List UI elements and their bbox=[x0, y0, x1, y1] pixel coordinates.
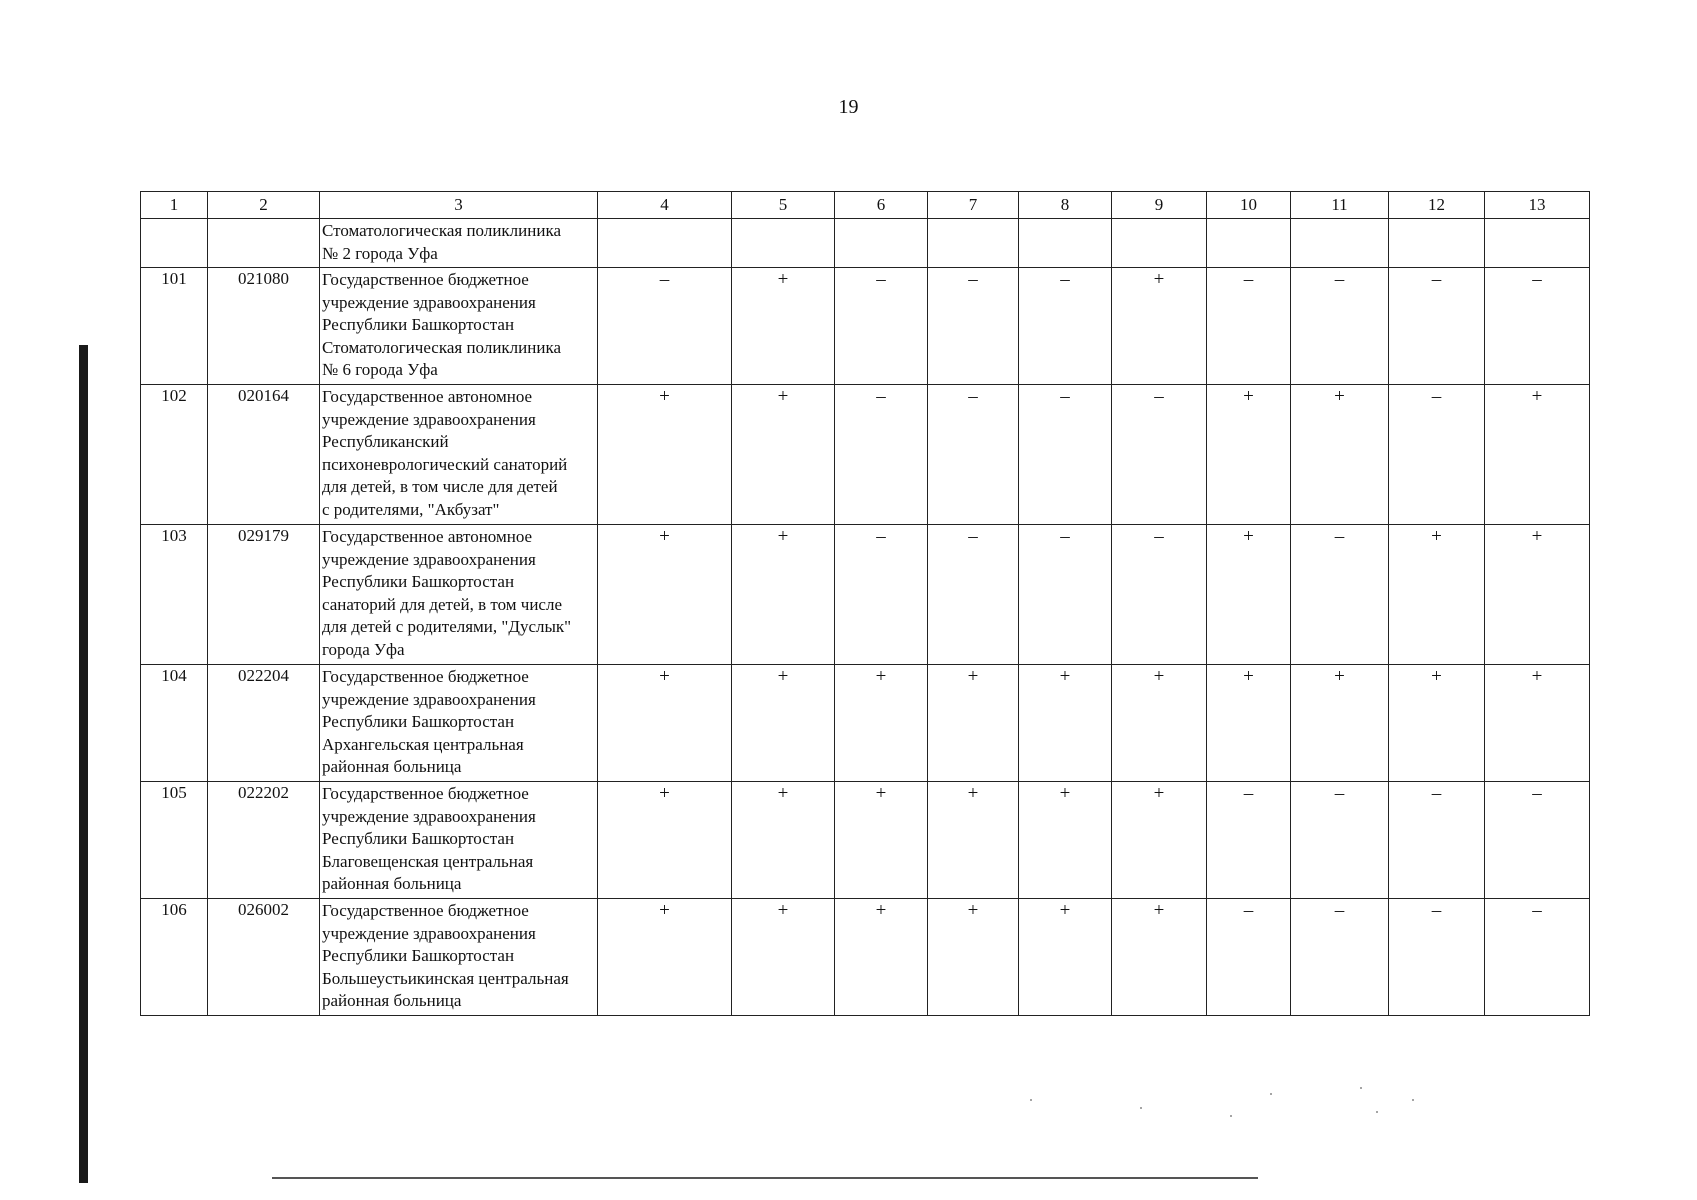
mark-cell: + bbox=[1019, 899, 1112, 1016]
mark-cell bbox=[835, 219, 928, 268]
mark-cell: + bbox=[1291, 665, 1389, 782]
mark-cell: + bbox=[1019, 782, 1112, 899]
mark-cell: – bbox=[1207, 782, 1291, 899]
name-line: Благовещенская центральная bbox=[322, 851, 534, 871]
mark-cell: – bbox=[1389, 385, 1485, 525]
mark-cell bbox=[1291, 219, 1389, 268]
mark-cell: + bbox=[732, 665, 835, 782]
mark-cell: + bbox=[835, 665, 928, 782]
mark-cell bbox=[1485, 219, 1590, 268]
mark-cell: + bbox=[1207, 665, 1291, 782]
name-line: Государственное автономное bbox=[322, 387, 533, 406]
table-row bbox=[141, 665, 1590, 782]
header-cell: 9 bbox=[1112, 192, 1207, 219]
name-line: Республики Башкортостан bbox=[322, 829, 515, 849]
scan-noise bbox=[1020, 1085, 1440, 1125]
name-line: Большеустьикинская центральная bbox=[322, 968, 569, 988]
name-line: Республики Башкортостан bbox=[322, 946, 515, 966]
name-line: Государственное бюджетное bbox=[322, 667, 529, 686]
header-cell: 8 bbox=[1019, 192, 1112, 219]
name-line: Республики Башкортостан bbox=[322, 712, 515, 732]
mark-cell: + bbox=[732, 899, 835, 1016]
name-line: Государственное бюджетное bbox=[322, 270, 529, 289]
header-cell: 10 bbox=[1207, 192, 1291, 219]
row-code-cell: 022204 bbox=[208, 665, 320, 782]
header-cell: 1 bbox=[141, 192, 208, 219]
mark-cell bbox=[732, 219, 835, 268]
scan-edge-bar bbox=[79, 345, 88, 1183]
mark-cell: + bbox=[1112, 268, 1207, 385]
mark-cell: + bbox=[1389, 665, 1485, 782]
row-name-cell bbox=[320, 385, 598, 525]
name-line: учреждение здравоохранения bbox=[322, 409, 536, 429]
mark-cell: – bbox=[928, 525, 1019, 665]
mark-cell: – bbox=[835, 525, 928, 665]
row-code-cell: 022202 bbox=[208, 782, 320, 899]
name-line: санаторий для детей, в том числе bbox=[322, 594, 563, 614]
name-line: с родителями, "Акбузат" bbox=[322, 499, 500, 519]
mark-cell: + bbox=[928, 665, 1019, 782]
mark-cell: + bbox=[1389, 525, 1485, 665]
row-number-cell bbox=[141, 219, 208, 268]
mark-cell: – bbox=[1019, 385, 1112, 525]
row-code-cell: 029179 bbox=[208, 525, 320, 665]
name-line: Республики Башкортостан bbox=[322, 572, 515, 592]
mark-cell: – bbox=[1291, 268, 1389, 385]
mark-cell bbox=[1112, 219, 1207, 268]
name-line: учреждение здравоохранения bbox=[322, 292, 536, 312]
table-row bbox=[141, 385, 1590, 525]
mark-cell: – bbox=[928, 268, 1019, 385]
row-name-cell bbox=[320, 525, 598, 665]
row-number-cell: 105 bbox=[141, 782, 208, 899]
header-cell: 11 bbox=[1291, 192, 1389, 219]
row-name-cell bbox=[320, 899, 598, 1016]
mark-cell: + bbox=[598, 782, 732, 899]
mark-cell: – bbox=[1485, 268, 1590, 385]
mark-cell bbox=[598, 219, 732, 268]
mark-cell: – bbox=[1389, 782, 1485, 899]
name-line: Стоматологическая поликлиника bbox=[322, 337, 561, 357]
header-cell: 6 bbox=[835, 192, 928, 219]
name-line: города Уфа bbox=[322, 639, 405, 659]
mark-cell: – bbox=[835, 268, 928, 385]
mark-cell bbox=[1019, 219, 1112, 268]
mark-cell: – bbox=[1207, 899, 1291, 1016]
mark-cell: – bbox=[1389, 268, 1485, 385]
name-line: Стоматологическая поликлиника bbox=[322, 221, 561, 240]
row-code-cell bbox=[208, 219, 320, 268]
name-line: учреждение здравоохранения bbox=[322, 923, 536, 943]
name-line: Государственное автономное bbox=[322, 527, 533, 546]
row-code-cell: 026002 bbox=[208, 899, 320, 1016]
name-line: районная больница bbox=[322, 757, 462, 777]
mark-cell: + bbox=[598, 525, 732, 665]
mark-cell: – bbox=[928, 385, 1019, 525]
table-row-continuation bbox=[141, 219, 1590, 268]
name-line: учреждение здравоохранения bbox=[322, 549, 536, 569]
row-name-cell bbox=[320, 268, 598, 385]
name-line: районная больница bbox=[322, 874, 462, 894]
mark-cell: + bbox=[732, 782, 835, 899]
mark-cell: + bbox=[732, 525, 835, 665]
header-cell: 3 bbox=[320, 192, 598, 219]
row-name-cell bbox=[320, 782, 598, 899]
mark-cell: + bbox=[928, 899, 1019, 1016]
header-cell: 13 bbox=[1485, 192, 1590, 219]
mark-cell: – bbox=[1019, 268, 1112, 385]
row-number-cell: 101 bbox=[141, 268, 208, 385]
mark-cell: + bbox=[598, 899, 732, 1016]
mark-cell: + bbox=[598, 665, 732, 782]
mark-cell: – bbox=[835, 385, 928, 525]
header-cell: 7 bbox=[928, 192, 1019, 219]
header-cell: 4 bbox=[598, 192, 732, 219]
mark-cell: – bbox=[1112, 385, 1207, 525]
mark-cell: + bbox=[928, 782, 1019, 899]
mark-cell: + bbox=[1207, 525, 1291, 665]
name-line: № 6 города Уфа bbox=[322, 360, 438, 380]
header-cell: 5 bbox=[732, 192, 835, 219]
name-line: учреждение здравоохранения bbox=[322, 806, 536, 826]
mark-cell: + bbox=[1112, 665, 1207, 782]
mark-cell: + bbox=[1485, 665, 1590, 782]
mark-cell: – bbox=[598, 268, 732, 385]
mark-cell: – bbox=[1485, 899, 1590, 1016]
table-header-row bbox=[141, 192, 1590, 219]
table-row bbox=[141, 525, 1590, 665]
header-cell: 2 bbox=[208, 192, 320, 219]
name-line: для детей, в том числе для детей bbox=[322, 477, 558, 497]
mark-cell: + bbox=[1112, 899, 1207, 1016]
mark-cell bbox=[1207, 219, 1291, 268]
name-line: Государственное бюджетное bbox=[322, 784, 529, 803]
mark-cell: + bbox=[1485, 385, 1590, 525]
name-line: учреждение здравоохранения bbox=[322, 689, 536, 709]
mark-cell: – bbox=[1485, 782, 1590, 899]
row-number-cell: 102 bbox=[141, 385, 208, 525]
mark-cell: + bbox=[1485, 525, 1590, 665]
table-row bbox=[141, 782, 1590, 899]
row-code-cell: 021080 bbox=[208, 268, 320, 385]
name-line: районная больница bbox=[322, 991, 462, 1011]
row-name-cell bbox=[320, 665, 598, 782]
row-number-cell: 106 bbox=[141, 899, 208, 1016]
name-line: Республики Башкортостан bbox=[322, 315, 515, 335]
row-number-cell: 103 bbox=[141, 525, 208, 665]
mark-cell: + bbox=[732, 385, 835, 525]
bottom-rule bbox=[272, 1177, 1258, 1179]
mark-cell: + bbox=[835, 782, 928, 899]
table-row bbox=[141, 899, 1590, 1016]
mark-cell: + bbox=[732, 268, 835, 385]
mark-cell: – bbox=[1389, 899, 1485, 1016]
mark-cell: – bbox=[1291, 782, 1389, 899]
mark-cell bbox=[928, 219, 1019, 268]
institutions-table bbox=[140, 191, 1590, 1016]
name-line: психоневрологический санаторий bbox=[322, 454, 568, 474]
row-number-cell: 104 bbox=[141, 665, 208, 782]
name-line: для детей с родителями, "Дуслык" bbox=[322, 617, 572, 637]
table-row bbox=[141, 268, 1590, 385]
row-name-cell bbox=[320, 219, 598, 268]
mark-cell: + bbox=[1112, 782, 1207, 899]
mark-cell: – bbox=[1291, 899, 1389, 1016]
mark-cell: – bbox=[1207, 268, 1291, 385]
mark-cell: – bbox=[1291, 525, 1389, 665]
name-line: Республиканский bbox=[322, 432, 449, 452]
mark-cell: + bbox=[598, 385, 732, 525]
mark-cell: + bbox=[1207, 385, 1291, 525]
name-line: Архангельская центральная bbox=[322, 734, 524, 754]
mark-cell: + bbox=[835, 899, 928, 1016]
page-number: 19 bbox=[838, 96, 859, 118]
mark-cell: – bbox=[1019, 525, 1112, 665]
name-line: № 2 города Уфа bbox=[322, 243, 438, 263]
name-line: Государственное бюджетное bbox=[322, 901, 529, 920]
row-code-cell: 020164 bbox=[208, 385, 320, 525]
mark-cell: + bbox=[1291, 385, 1389, 525]
mark-cell bbox=[1389, 219, 1485, 268]
mark-cell: – bbox=[1112, 525, 1207, 665]
mark-cell: + bbox=[1019, 665, 1112, 782]
header-cell: 12 bbox=[1389, 192, 1485, 219]
